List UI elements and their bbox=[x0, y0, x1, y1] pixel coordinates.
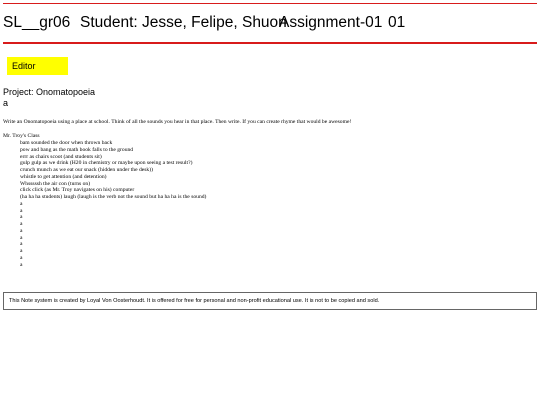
top-divider bbox=[3, 3, 537, 4]
section-code: SL__gr06 bbox=[3, 14, 71, 31]
project-title: Project: Onomatopoeia bbox=[3, 87, 96, 97]
poem-line: a bbox=[20, 227, 23, 234]
poem-line: Whsssssh the air con (turns on) bbox=[20, 180, 91, 187]
poem-line: click click (as Mr. Troy navigates on his) computer bbox=[20, 187, 135, 194]
footer-notice: This Note system is created by Loyal Von Oosterhoudt. It is offered for free for personal and non-profit educational use. It is not to be copied and sold. bbox=[3, 292, 537, 310]
poem-line: (ha ha ha students) laugh (laugh is the verb not the sound but ha ha ha is the sound) bbox=[20, 194, 207, 200]
poem-line: a bbox=[20, 248, 23, 254]
poem-line: a bbox=[20, 254, 23, 261]
student-names: Student: Jesse, Felipe, Shuon bbox=[80, 14, 287, 31]
poem-line: pow and bang as the math book falls to the ground bbox=[20, 146, 134, 153]
poem-line: a bbox=[20, 214, 23, 221]
poem-line: errr as chairs scoot (and students sit) bbox=[20, 153, 102, 160]
assignment-name: Assignment-01 bbox=[279, 14, 383, 31]
poem-line: a bbox=[20, 200, 23, 207]
poem-line: a bbox=[20, 241, 23, 248]
header-divider bbox=[3, 42, 537, 44]
poem-line: a bbox=[20, 261, 23, 268]
poem-line: crunch munch as we eat our snack (hidden under the desk)) bbox=[20, 167, 153, 173]
assignment-prompt: Write an Onomatopoeia using a place at school. Think of all the sounds you hear in that place. Then write. If you can create rhyme that would be awesome! bbox=[3, 119, 352, 125]
poem-line: gulp gulp as we drink (H20 in chemistry or maybe upon seeing a test result?) bbox=[20, 160, 193, 167]
poem-lines bbox=[20, 140, 206, 268]
poem-line: bam sounded the door when thrown back bbox=[20, 140, 113, 146]
page-header bbox=[3, 10, 537, 36]
poem-line: a bbox=[20, 234, 23, 241]
poem-line: a bbox=[20, 221, 23, 227]
editor-button[interactable]: Editor bbox=[7, 57, 68, 75]
class-heading: Mr. Troy's Class bbox=[3, 133, 40, 139]
poem-line: a bbox=[20, 207, 23, 214]
project-subtitle: a bbox=[3, 98, 9, 108]
assignment-number: 01 bbox=[388, 14, 406, 31]
poem-line: whistle to get attention (and detention) bbox=[20, 173, 107, 180]
